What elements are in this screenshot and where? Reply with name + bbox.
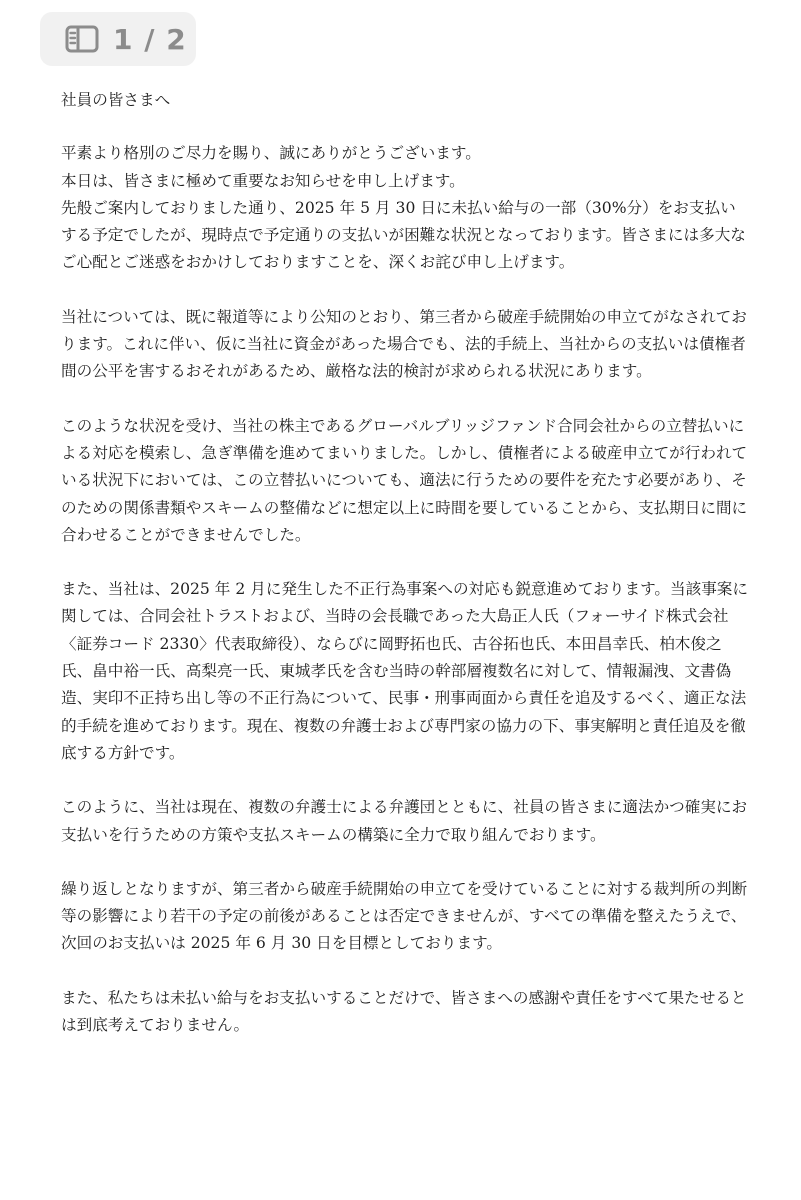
page-counter: 1 / 2 <box>113 22 187 56</box>
paragraph-4: また、当社は、2025 年 2 月に発生した不正行為事案への対応も鋭意進めております。当該事案に関しては、合同会社トラストおよび、当時の会長職であった大島正人氏（フォーサイド株式会社〈証券コード 2330〉代表取締役）、ならびに岡野拓也氏、古谷拓也氏、本田昌幸氏、柏木俊之氏、畠中裕一氏、高梨亮一氏、東城孝氏を含む当時の幹部層複数名に対して、情報漏洩、文書偽造、実印不正持ち出し等の不正行為について、民事・刑事両面から責任を追及するべく、適正な法的手続を進めております。現在、複数の弁護士および専門家の協力の下、事実解明と責任追及を徹底する方針です。 <box>61 580 748 762</box>
sidebar-toggle-icon[interactable] <box>65 25 99 53</box>
paragraph-2: 当社については、既に報道等により公知のとおり、第三者から破産手続開始の申立てがなされております。これに伴い、仮に当社に資金があった場合でも、法的手続上、当社からの支払いは債権者間の公平を害するおそれがあるため、厳格な法的検討が求められる状況にあります。 <box>61 307 747 381</box>
paragraph-6: 繰り返しとなりますが、第三者から破産手続開始の申立てを受けていることに対する裁判所の判断等の影響により若干の予定の前後があることは否定できませんが、すべての準備を整えたうえで、次回のお支払いは 2025 年 6 月 30 日を目標としております。 <box>61 879 748 953</box>
page-indicator[interactable] <box>40 12 196 66</box>
paragraph-5: このように、当社は現在、複数の弁護士による弁護団とともに、社員の皆さまに適法かつ確実にお支払いを行うための方策や支払スキームの構築に全力で取り組んでおります。 <box>61 798 748 844</box>
letter-body <box>61 87 751 1066</box>
greeting: 社員の皆さまへ <box>61 91 171 109</box>
paragraph-3: このような状況を受け、当社の株主であるグローバルブリッジファンド合同会社からの立替払いによる対応を模索し、急ぎ準備を進めてまいりました。しかし、債権者による破産申立てが行われている状況下においては、この立替払いについても、適法に行うための要件を充たす必要があり、そのための関係書類やスキームの整備などに想定以上に時間を要していることから、支払期日に間に合わせることができませんでした。 <box>61 416 748 544</box>
paragraph-7: また、私たちは未払い給与をお支払いすることだけで、皆さまへの感謝や責任をすべて果たせるとは到底考えておりません。 <box>61 988 747 1035</box>
paragraph-1: 平素より格別のご尽力を賜り、誠にありがとうございます。 本日は、皆さまに極めて重要なお知らせを申し上げます。 先般ご案内しておりました通り、2025 年 5 月 30 日に未払い給与の一部（30%分）をお支払いする予定でしたが、現時点で予定通りの支払いが困難な状況となっております。皆さまには多大なご心配とご迷惑をおかけしておりますことを、深くお詫び申し上げます。 <box>61 144 746 272</box>
